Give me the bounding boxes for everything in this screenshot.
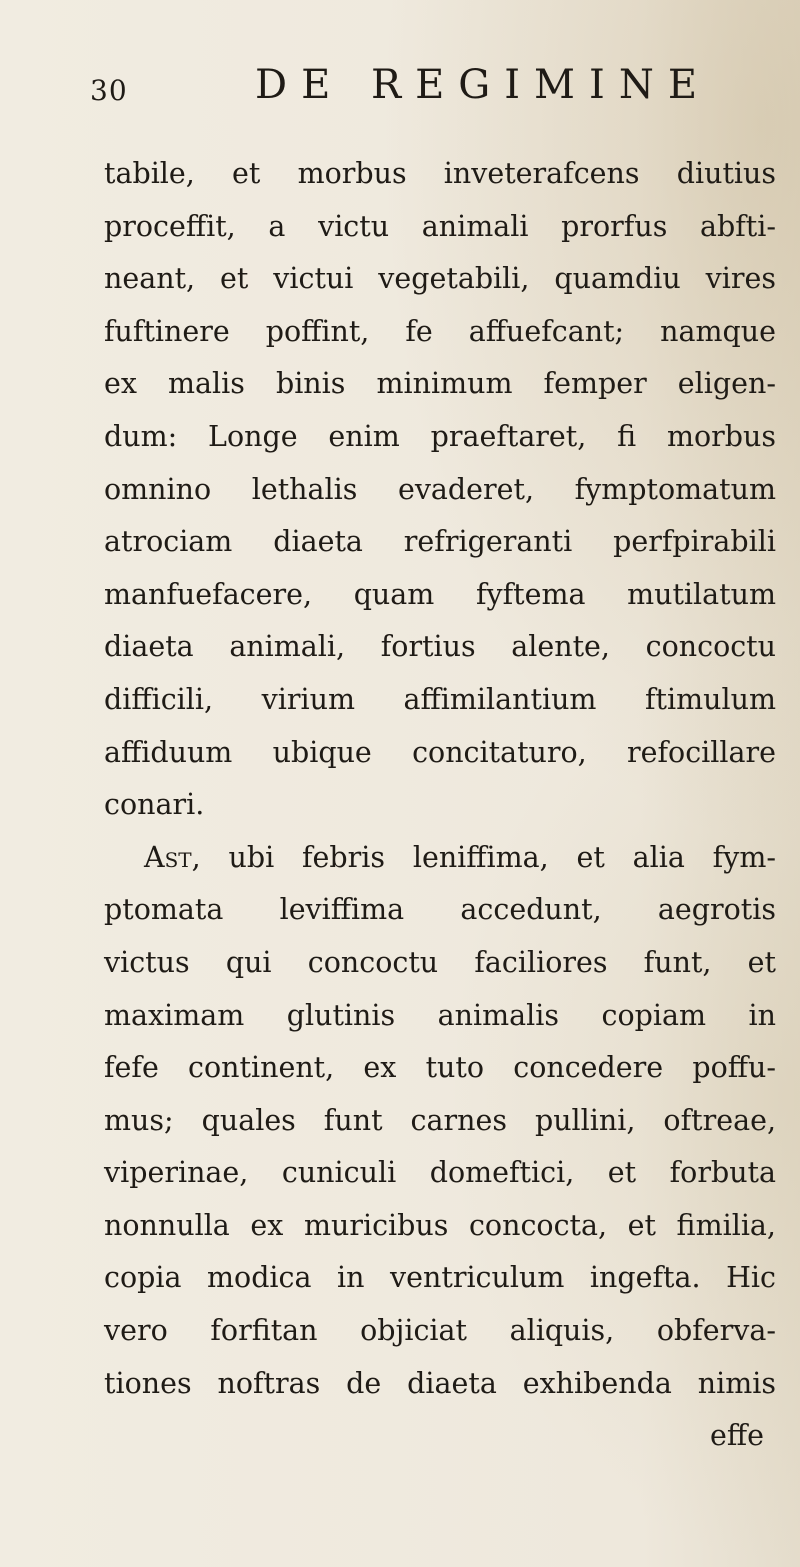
text-line: ex malis binis minimum femper eligen- xyxy=(104,367,776,401)
text-line: viperinae, cuniculi domeftici, et forbuta xyxy=(104,1156,776,1190)
body-text xyxy=(104,148,776,1463)
text-line: atrociam diaeta refrigeranti perfpirabili xyxy=(104,525,776,559)
text-line: victus qui concoctu faciliores funt, et xyxy=(104,945,776,979)
text-line: fefe continent, ex tuto concedere poffu- xyxy=(104,1051,776,1085)
text-line: affiduum ubique concitaturo, refocillare xyxy=(104,735,776,769)
text-line: diaeta animali, fortius alente, concoctu xyxy=(104,630,776,664)
text-line-paragraph-end: conari. xyxy=(104,788,205,822)
text-line: nonnulla ex muricibus concocta, et fimilia, xyxy=(104,1208,776,1242)
text-line: ptomata leviffima accedunt, aegrotis xyxy=(104,893,776,927)
small-caps-word: Ast xyxy=(144,840,192,874)
page-header xyxy=(90,62,710,122)
text-line-paragraph-start: Ast, ubi febris leniffima, et alia fym- xyxy=(144,840,776,874)
text-line: copia modica in ventriculum ingefta. Hic xyxy=(104,1261,776,1295)
text-line: manfuefacere, quam fyftema mutilatum xyxy=(104,577,776,611)
text-line: mus; quales funt carnes pullini, oftreae, xyxy=(104,1103,776,1137)
text-line: tabile, et morbus inveterafcens diutius xyxy=(104,157,776,190)
text-line: proceffit, a victu animali prorfus abfti- xyxy=(104,209,776,243)
text-line: difficili, virium affimilantium ftimulum xyxy=(104,682,776,716)
text-line: omnino lethalis evaderet, fymptomatum xyxy=(104,472,776,506)
text-line: dum: Longe enim praeftaret, fi morbus xyxy=(104,419,776,453)
catchword: effe xyxy=(710,1419,764,1453)
text-line: fuftinere poffint, fe affuefcant; namque xyxy=(104,314,776,348)
text-line: vero forfitan objiciat aliquis, obferva- xyxy=(104,1314,776,1348)
page-number: 30 xyxy=(90,74,128,107)
text-line: neant, et victui vegetabili, quamdiu vires xyxy=(104,262,776,296)
text-line: tiones noftras de diaeta exhibenda nimis xyxy=(104,1366,776,1400)
text-line: maximam glutinis animalis copiam in xyxy=(104,998,776,1032)
running-title: DE REGIMINE xyxy=(255,62,712,108)
